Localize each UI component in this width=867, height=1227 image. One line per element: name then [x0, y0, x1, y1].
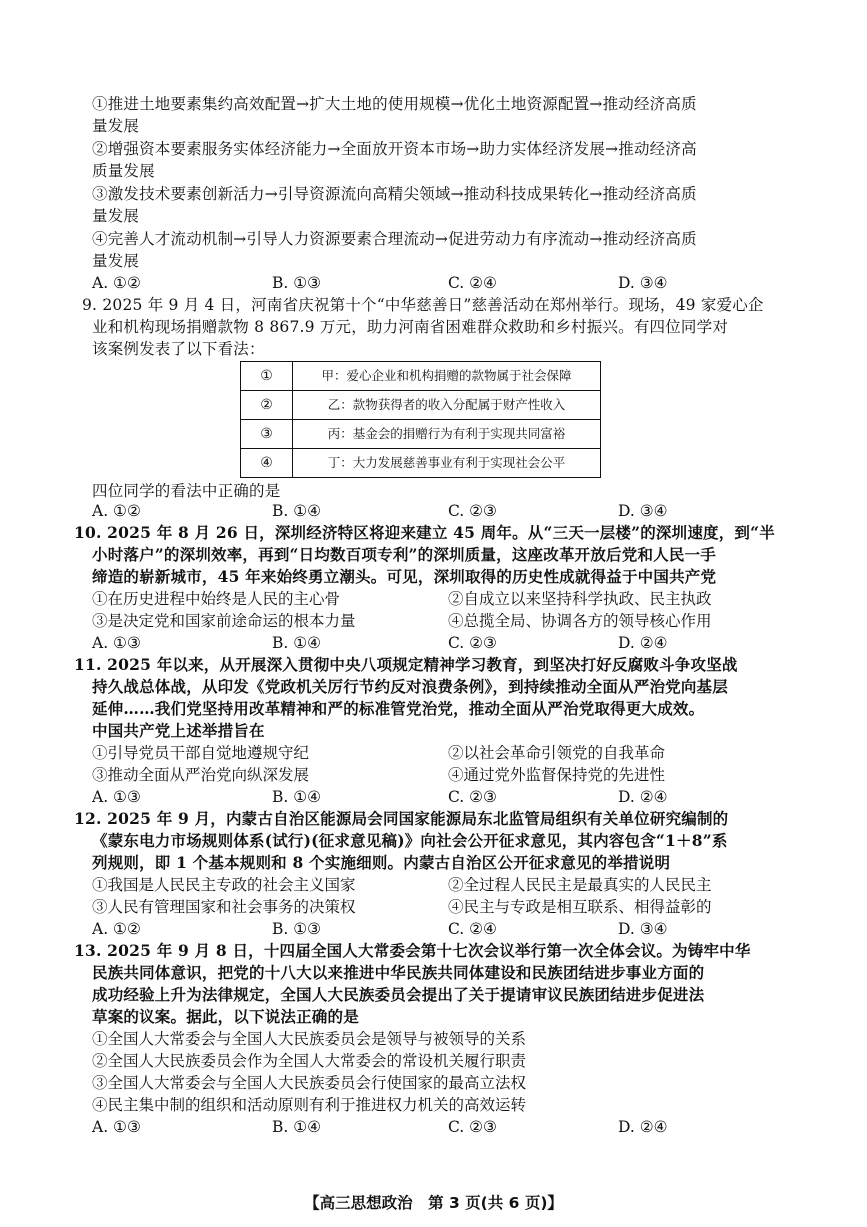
- q9-table-row: [241, 420, 600, 449]
- q10-choice-1: ①在历史进程中始终是人民的主心骨: [92, 590, 341, 608]
- q9-line-3: 该案例发表了以下看法：: [92, 340, 265, 358]
- q8-item-2-line-2: 质量发展: [92, 162, 155, 180]
- q12-option-d: D. ③④: [618, 920, 668, 938]
- q9-table-text: 丁：大力发展慈善事业有利于实现社会公平: [327, 455, 566, 470]
- q12-choice-3: ③人民有管理国家和社会事务的决策权: [92, 898, 356, 916]
- q13-option-c: C. ②③: [448, 1118, 497, 1136]
- q13-choice-4: ④民主集中制的组织和活动原则有利于推进权力机关的高效运转: [92, 1096, 527, 1114]
- q9-option-d: D. ③④: [618, 502, 668, 520]
- q12-line-2: 《蒙东电力市场规则体系(试行)(征求意见稿)》向社会公开征求意见，其内容包含“1＋8”系: [92, 831, 728, 850]
- q10-line-3: 缔造的崭新城市，45 年来始终勇立潮头。可见，深圳取得的历史性成就得益于中国共产党: [92, 567, 717, 586]
- q9-option-c: C. ②③: [448, 502, 497, 520]
- q11-option-b: B. ①④: [272, 788, 322, 806]
- q8-item-1-line-2: 量发展: [92, 117, 140, 135]
- q12-choice-2: ②全过程人民民主是最真实的人民民主: [448, 876, 712, 894]
- q11-line-1: 11. 2025 年以来，从开展深入贯彻中央八项规定精神学习教育，到坚决打好反腐败斗争攻坚战: [74, 655, 738, 674]
- q10-line-1: 10. 2025 年 8 月 26 日，深圳经济特区将迎来建立 45 周年。从“三天一层楼”的深圳速度，到“半: [74, 523, 775, 542]
- q9-option-b: B. ①④: [272, 502, 322, 520]
- q11-choice-2: ②以社会革命引领党的自我革命: [448, 744, 666, 762]
- q12-line-1: 12. 2025 年 9 月，内蒙古自治区能源局会同国家能源局东北监管局组织有关单位研究编制的: [74, 809, 729, 828]
- q13-option-a: A. ①③: [92, 1118, 141, 1136]
- q10-choice-2: ②自成立以来坚持科学执政、民主执政: [448, 590, 712, 608]
- q8-item-1-line-1: ①推进土地要素集约高效配置→扩大土地的使用规模→优化土地资源配置→推动经济高质: [92, 95, 697, 113]
- q8-item-2-line-1: ②增强资本要素服务实体经济能力→全面放开资本市场→助力实体经济发展→推动经济高: [92, 140, 697, 158]
- q12-option-c: C. ②④: [448, 920, 497, 938]
- q11-option-c: C. ②③: [448, 788, 497, 806]
- q9-table-num: ①: [241, 362, 293, 390]
- q13-line-2: 民族共同体意识，把党的十八大以来推进中华民族共同体建设和民族团结进步事业方面的: [92, 963, 705, 982]
- q8-item-3-line-2: 量发展: [92, 207, 140, 225]
- q13-option-d: D. ②④: [618, 1118, 668, 1136]
- q9-line-2: 业和机构现场捐赠款物 8 867.9 万元，助力河南省困难群众救助和乡村振兴。有四位同学对: [92, 318, 729, 336]
- q13-choice-2: ②全国人大民族委员会作为全国人大常委会的常设机关履行职责: [92, 1052, 527, 1070]
- q8-item-3-line-1: ③激发技术要素创新活力→引导资源流向高精尖领域→推动科技成果转化→推动经济高质: [92, 185, 697, 203]
- q10-option-b: B. ①④: [272, 634, 322, 652]
- q13-line-1: 13. 2025 年 9 月 8 日，十四届全国人大常委会第十七次会议举行第一次全体会议。为铸牢中华: [74, 941, 751, 960]
- q12-option-a: A. ①②: [92, 920, 141, 938]
- q9-table-num: ④: [241, 449, 293, 477]
- q9-line-1: 9. 2025 年 9 月 4 日，河南省庆祝第十个“中华慈善日”慈善活动在郑州举行。现场，49 家爱心企: [82, 296, 764, 314]
- q11-option-d: D. ②④: [618, 788, 668, 806]
- q12-option-b: B. ①③: [272, 920, 322, 938]
- q8-item-4-line-2: 量发展: [92, 252, 140, 270]
- q10-choice-3: ③是决定党和国家前途命运的根本力量: [92, 612, 356, 630]
- q12-choice-1: ①我国是人民民主专政的社会主义国家: [92, 876, 356, 894]
- q12-line-3: 列规则，即 1 个基本规则和 8 个实施细则。内蒙古自治区公开征求意见的举措说明: [92, 853, 671, 872]
- q9-option-a: A. ①②: [92, 502, 141, 520]
- q9-table-text: 甲：爱心企业和机构捐赠的款物属于社会保障: [321, 368, 572, 383]
- q10-option-a: A. ①③: [92, 634, 141, 652]
- q8-item-4-line-1: ④完善人才流动机制→引导人力资源要素合理流动→促进劳动力有序流动→推动经济高质: [92, 230, 697, 248]
- q9-table-row: [241, 449, 600, 477]
- q9-table-num: ②: [241, 391, 293, 419]
- q11-option-a: A. ①③: [92, 788, 141, 806]
- q13-option-b: B. ①④: [272, 1118, 322, 1136]
- q13-choice-3: ③全国人大常委会与全国人大民族委员会行使国家的最高立法权: [92, 1074, 527, 1092]
- q9-table-text: 乙：款物获得者的收入分配属于财产性收入: [327, 397, 566, 412]
- page-footer: 【高三思想政治 第 3 页(共 6 页)】: [304, 1194, 563, 1212]
- q9-table-num: ③: [241, 420, 293, 448]
- q9-table-row: [241, 391, 600, 420]
- q8-option-c: C. ②④: [448, 274, 497, 292]
- q11-choice-1: ①引导党员干部自觉地遵规守纪: [92, 744, 310, 762]
- q8-option-b: B. ①③: [272, 274, 322, 292]
- q13-line-3: 成功经验上升为法律规定，全国人大民族委员会提出了关于提请审议民族团结进步促进法: [92, 985, 705, 1004]
- q9-opinion-table: [240, 361, 601, 478]
- q12-choice-4: ④民主与专政是相互联系、相得益彰的: [448, 898, 712, 916]
- q11-choice-4: ④通过党外监督保持党的先进性: [448, 766, 666, 784]
- q10-line-2: 小时落户”的深圳效率，再到“日均数百项专利”的深圳质量，这座改革开放后党和人民一手: [92, 545, 716, 564]
- q8-option-a: A. ①②: [92, 274, 141, 292]
- q10-option-c: C. ②③: [448, 634, 497, 652]
- q11-line-3: 延伸……我们党坚持用改革精神和严的标准管党治党，推动全面从严治党取得更大成效。: [92, 699, 705, 718]
- q13-choice-1: ①全国人大常委会与全国人大民族委员会是领导与被领导的关系: [92, 1030, 527, 1048]
- q13-line-4: 草案的议案。据此，以下说法正确的是: [92, 1007, 359, 1026]
- q9-table-text: 丙：基金会的捐赠行为有利于实现共同富裕: [327, 426, 566, 441]
- q10-choice-4: ④总揽全局、协调各方的领导核心作用: [448, 612, 712, 630]
- q11-choice-3: ③推动全面从严治党向纵深发展: [92, 766, 310, 784]
- q11-line-4: 中国共产党上述举措旨在: [92, 721, 265, 740]
- q9-table-row: [241, 362, 600, 391]
- q11-line-2: 持久战总体战，从印发《党政机关厉行节约反对浪费条例》，到持续推动全面从严治党向基层: [92, 677, 728, 696]
- q8-option-d: D. ③④: [618, 274, 668, 292]
- q10-option-d: D. ②④: [618, 634, 668, 652]
- q9-stem: 四位同学的看法中正确的是: [92, 482, 281, 500]
